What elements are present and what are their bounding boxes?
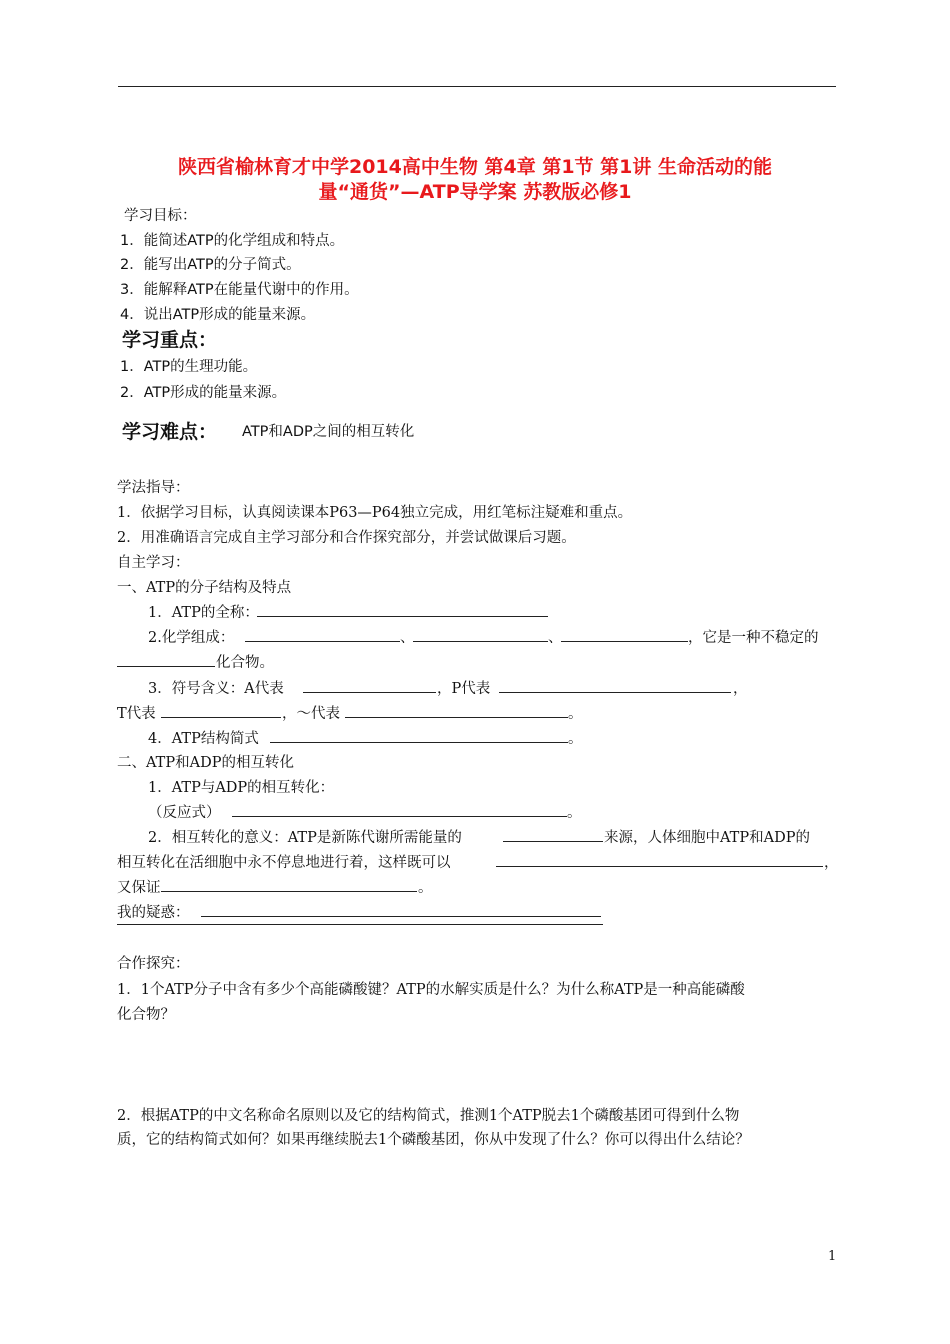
answer-blank[interactable]: [561, 641, 688, 642]
section2-q2-line2: 相互转化在活细胞中永不停息地进行着，这样既可以: [117, 855, 451, 871]
section1-q2-tail: ，它是一种不稳定的: [688, 630, 819, 646]
cooperation-q1: 1．1个ATP分子中含有多少个高能磷酸键？ATP的水解实质是什么？为什么称ATP是一种高能磷酸: [117, 982, 745, 998]
answer-blank[interactable]: [257, 616, 548, 617]
objective-item: 1．能简述ATP的化学组成和特点。: [120, 233, 345, 249]
answer-blank[interactable]: [413, 641, 548, 642]
section2-q1-equation: （反应式）: [148, 805, 221, 821]
separator: 、: [400, 630, 415, 646]
objective-item: 3．能解释ATP在能量代谢中的作用。: [120, 282, 359, 298]
header-rule: [118, 86, 836, 87]
objectives-heading: 学习目标：: [124, 208, 197, 224]
section1-q3-p: ，P代表: [437, 681, 491, 697]
objective-item: 2．能写出ATP的分子简式。: [120, 257, 301, 273]
period: 。: [568, 731, 583, 747]
section2-heading: 二、ATP和ADP的相互转化: [117, 755, 294, 771]
method-heading: 学法指导：: [117, 480, 190, 496]
section1-q3-tilde: ，～代表: [282, 706, 340, 722]
section2-q2-line3: 又保证: [117, 880, 161, 896]
section1-q3-t: T代表: [117, 706, 156, 722]
answer-blank[interactable]: [499, 692, 731, 693]
answer-blank[interactable]: [161, 717, 281, 718]
separator: ，: [733, 681, 748, 697]
doubt-label: 我的疑惑：: [117, 905, 190, 921]
page-number: 1: [828, 1249, 837, 1264]
key-point-item: 1．ATP的生理功能。: [120, 359, 258, 375]
section2-q1: 1．ATP与ADP的相互转化：: [148, 780, 335, 796]
answer-blank[interactable]: [245, 641, 400, 642]
period: 。: [567, 805, 582, 821]
difficulty-text: ATP和ADP之间的相互转化: [242, 424, 415, 440]
period: 。: [568, 706, 583, 722]
separator: ，: [824, 855, 839, 871]
answer-blank[interactable]: [117, 666, 215, 667]
section2-q2: 2．相互转化的意义：ATP是新陈代谢所需能量的: [148, 830, 462, 846]
answer-blank[interactable]: [503, 841, 603, 842]
section1-heading: 一、ATP的分子结构及特点: [117, 580, 292, 596]
answer-blank[interactable]: [270, 742, 568, 743]
cooperation-q1-cont: 化合物？: [117, 1007, 175, 1023]
section1-q2: 2.化学组成：: [148, 630, 235, 646]
period: 。: [418, 880, 433, 896]
objective-item: 4．说出ATP形成的能量来源。: [120, 307, 316, 323]
difficulty-heading: 学习难点：: [122, 421, 218, 443]
section1-q4: 4．ATP结构简式: [148, 731, 259, 747]
answer-blank[interactable]: [303, 692, 436, 693]
answer-blank[interactable]: [201, 916, 601, 917]
method-item: 2．用准确语言完成自主学习部分和合作探究部分，并尝试做课后习题。: [117, 530, 576, 546]
answer-blank[interactable]: [117, 924, 603, 925]
separator: 、: [548, 630, 563, 646]
key-points-heading: 学习重点：: [122, 329, 218, 351]
cooperation-heading: 合作探究：: [117, 956, 190, 972]
cooperation-q2: 2．根据ATP的中文名称命名原则以及它的结构简式，推测1个ATP脱去1个磷酸基团可得到什么物: [117, 1108, 740, 1124]
section1-q3: 3．符号含义：A代表: [148, 681, 284, 697]
answer-blank[interactable]: [496, 866, 823, 867]
cooperation-q2-cont: 质，它的结构简式如何？如果再继续脱去1个磷酸基团，你从中发现了什么？你可以得出什么结论？: [117, 1132, 750, 1148]
section2-q2-mid: 来源，人体细胞中ATP和ADP的: [604, 830, 810, 846]
answer-blank[interactable]: [161, 891, 417, 892]
self-study-heading: 自主学习：: [117, 555, 190, 571]
answer-blank[interactable]: [345, 717, 568, 718]
section1-q2-end: 化合物。: [216, 655, 274, 671]
method-item: 1．依据学习目标，认真阅读课本P63—P64独立完成，用红笔标注疑难和重点。: [117, 505, 633, 521]
key-point-item: 2．ATP形成的能量来源。: [120, 385, 287, 401]
section1-q1: 1．ATP的全称：: [148, 605, 259, 621]
document-title-line1: 陕西省榆林育才中学2014高中生物 第4章 第1节 第1讲 生命活动的能: [177, 156, 772, 178]
document-title-line2: 量“通货”—ATP导学案 苏教版必修1: [318, 181, 632, 203]
answer-blank[interactable]: [232, 816, 567, 817]
